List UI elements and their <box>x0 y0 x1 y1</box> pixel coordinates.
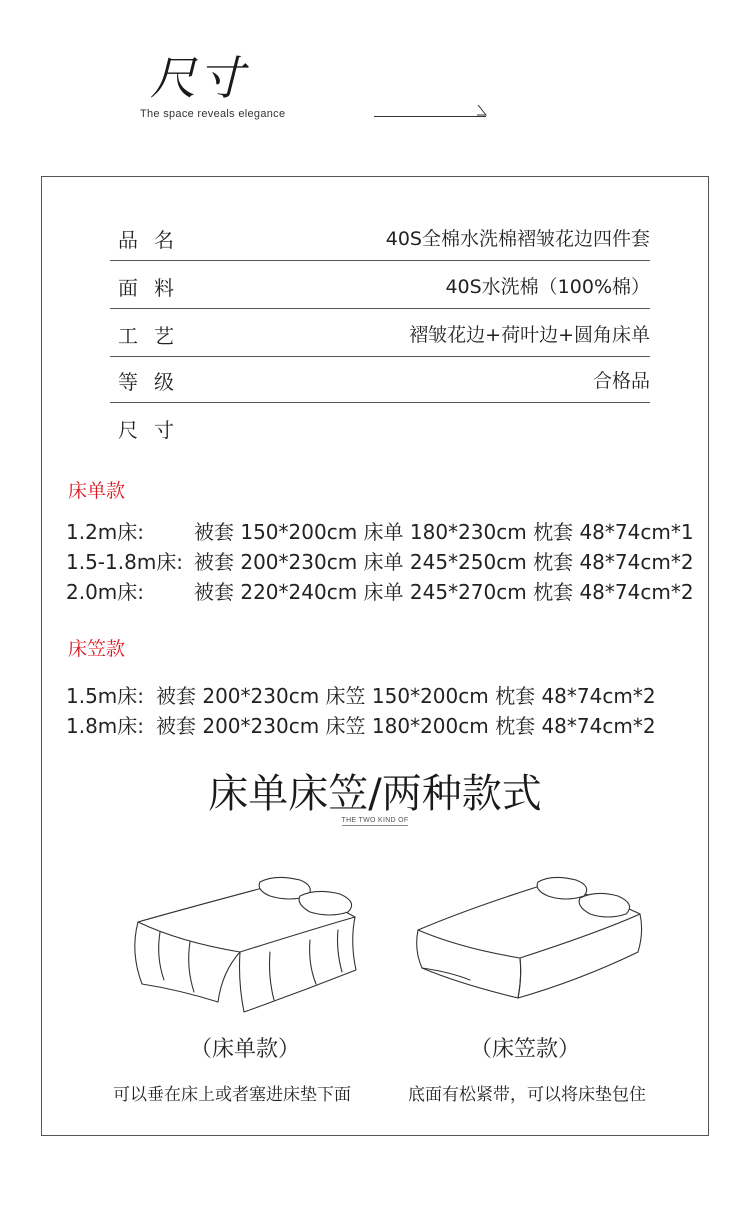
fitted-sheet-description: 底面有松紧带，可以将床垫包住 <box>408 1085 646 1105</box>
size-row-value: 被套 200*230cm 床笠 180*200cm 枕套 48*74cm*2 <box>156 714 656 738</box>
fitted-sheet-bed-icon <box>410 872 650 1022</box>
size-row-value: 被套 200*230cm 床笠 150*200cm 枕套 48*74cm*2 <box>156 684 656 708</box>
size-row-label: 1.5m床: <box>66 684 145 708</box>
size-row-value: 被套 200*230cm 床单 245*250cm 枕套 48*74cm*2 <box>194 550 694 574</box>
size-row-value: 被套 150*200cm 床单 180*230cm 枕套 48*74cm*1 <box>194 520 694 544</box>
page-title: 尺寸 <box>150 51 246 105</box>
spec-value: 褶皱花边+荷叶边+圆角床单 <box>409 324 650 346</box>
spec-label: 尺寸 <box>118 418 190 442</box>
size-row <box>66 680 656 709</box>
flat-sheet-bed-icon <box>120 872 370 1022</box>
spec-label: 等级 <box>118 370 190 394</box>
fitted-section-title: 床笠款 <box>68 638 126 660</box>
fitted-sheet-caption: （床笠款） <box>469 1037 580 1062</box>
size-row-label: 2.0m床: <box>66 580 145 604</box>
spec-row-size <box>110 402 650 450</box>
spec-label: 面料 <box>118 276 190 300</box>
spec-row-craft <box>110 308 650 357</box>
flat-sheet-description: 可以垂在床上或者塞进床垫下面 <box>113 1085 351 1105</box>
size-row <box>66 516 694 545</box>
styles-subtitle <box>0 817 750 824</box>
styles-title: 床单床笠/两种款式 <box>208 771 542 817</box>
styles-subtitle-text: THE TWO KIND OF <box>341 817 409 824</box>
arrow-icon <box>477 105 487 116</box>
spec-row-name <box>110 212 650 261</box>
size-row-label: 1.8m床: <box>66 714 145 738</box>
header-divider <box>374 116 486 117</box>
sheet-section-title: 床单款 <box>68 480 126 502</box>
spec-row-fabric <box>110 260 650 309</box>
size-row-label: 1.5-1.8m床: <box>66 550 184 574</box>
size-row-value: 被套 220*240cm 床单 245*270cm 枕套 48*74cm*2 <box>194 580 694 604</box>
spec-value: 40S全棉水洗棉褶皱花边四件套 <box>385 228 650 250</box>
size-row-label: 1.2m床: <box>66 520 145 544</box>
spec-label: 工艺 <box>118 324 190 348</box>
size-row <box>66 576 694 605</box>
spec-row-grade <box>110 354 650 403</box>
size-row <box>66 710 656 739</box>
spec-label: 品名 <box>118 228 190 252</box>
size-row <box>66 546 694 575</box>
spec-value: 40S水洗棉（100%棉） <box>445 276 650 298</box>
flat-sheet-caption: （床单款） <box>189 1037 300 1062</box>
page-subtitle: The space reveals elegance <box>140 108 286 120</box>
spec-value: 合格品 <box>592 370 650 392</box>
